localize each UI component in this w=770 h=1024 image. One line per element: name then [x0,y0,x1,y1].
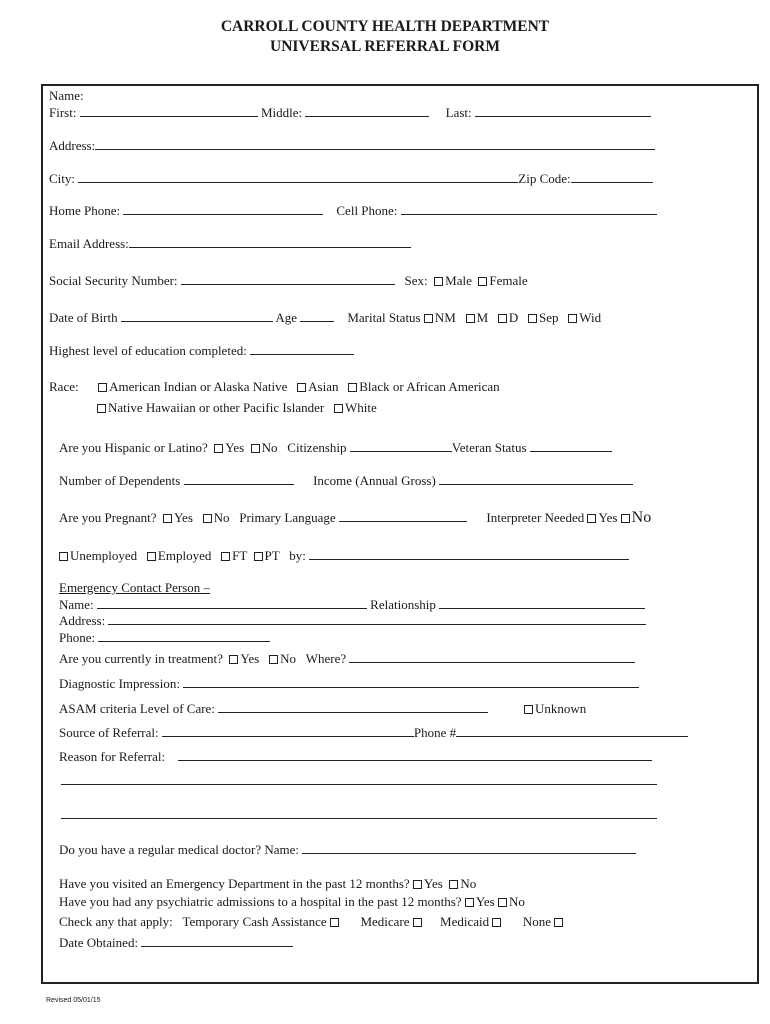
marital-wid-checkbox[interactable] [568,314,577,323]
email-field[interactable] [129,235,411,248]
marital-sep-checkbox[interactable] [528,314,537,323]
citizenship-field[interactable] [350,439,452,452]
citizenship-label: Citizenship [287,440,347,455]
income-field[interactable] [439,472,633,485]
marital-d-checkbox[interactable] [498,314,507,323]
emergency-heading: Emergency Contact Person – [59,580,211,595]
home-phone-field[interactable] [123,202,323,215]
check-label: Check any that apply: [59,914,173,929]
none-label: None [522,914,552,929]
emergency-phone-label: Phone: [59,630,96,645]
sex-male-label: Male [445,273,472,288]
emergency-phone-field[interactable] [98,629,270,642]
marital-m-label: M [476,310,489,325]
emergency-address-label: Address: [59,613,106,628]
hispanic-no-label: No [261,440,278,455]
date-obtained-row [59,934,293,951]
treatment-no-checkbox[interactable] [269,655,278,664]
employer-field[interactable] [309,547,629,560]
interpreter-no-label: No [631,509,652,526]
diagnostic-field[interactable] [183,675,639,688]
sex-label: Sex: [404,273,428,288]
psych-yes-checkbox[interactable] [465,898,474,907]
city-label: City: [49,171,76,186]
unemployed-checkbox[interactable] [59,552,68,561]
diagnostic-label: Diagnostic Impression: [59,676,180,691]
pt-checkbox[interactable] [254,552,263,561]
emergency-name-field[interactable] [97,596,367,609]
source-label: Source of Referral: [59,725,159,740]
marital-wid-label: Wid [579,310,602,325]
cell-phone-label: Cell Phone: [336,203,398,218]
emergency-name-row [59,596,645,613]
education-row [49,342,354,359]
treatment-row [59,650,635,667]
race-asian-checkbox[interactable] [297,383,306,392]
medicare-checkbox[interactable] [413,918,422,927]
employed-label: Employed [157,548,212,563]
medicaid-label: Medicaid [440,914,490,929]
address-field[interactable] [95,137,655,150]
asam-label: ASAM criteria Level of Care: [59,701,215,716]
asam-row [59,700,586,717]
zip-field[interactable] [571,170,653,183]
email-row [49,235,411,252]
reason-label: Reason for Referral: [59,749,166,764]
where-field[interactable] [349,650,635,663]
doctor-label: Do you have a regular medical doctor? Name: [59,842,300,857]
treatment-no-label: No [280,651,296,666]
employment-row [59,547,629,564]
source-phone-label: Phone # [413,725,457,740]
where-label: Where? [305,651,347,666]
asam-unknown-checkbox[interactable] [524,705,533,714]
er-no-checkbox[interactable] [449,880,458,889]
pregnant-yes-label: Yes [173,510,193,525]
race-hawaiian-checkbox[interactable] [97,404,106,413]
pregnant-label: Are you Pregnant? [59,510,157,525]
revised-date: Revised 05/01/15 [46,997,101,1004]
asam-field[interactable] [218,700,488,713]
race-hawaiian-label: Native Hawaiian or other Pacific Islander [108,400,325,415]
education-label: Highest level of education completed: [49,343,247,358]
er-row [59,876,476,892]
tca-label: Temporary Cash Assistance [182,914,327,929]
psych-row [59,894,525,910]
interpreter-yes-checkbox[interactable] [587,514,596,523]
medicaid-checkbox[interactable] [492,918,501,927]
pt-label: PT [264,548,280,563]
reason-field-1[interactable] [178,748,652,761]
dob-label: Date of Birth [49,310,118,325]
race-white-label: White [344,400,377,415]
income-label: Income (Annual Gross) [313,473,436,488]
ssn-row [49,272,528,289]
er-label: Have you visited an Emergency Department in the past 12 months? [59,876,410,891]
dob-row [49,309,601,326]
interpreter-label: Interpreter Needed [486,510,585,525]
marital-d-label: D [508,310,519,325]
veteran-field[interactable] [530,439,612,452]
address-label: Address: [49,138,96,153]
pregnant-row [59,509,651,526]
date-obtained-field[interactable] [141,934,293,947]
pregnant-no-label: No [213,510,230,525]
race-row-2 [97,400,377,416]
name-label: Name: [49,88,84,103]
zip-label: Zip Code: [518,171,571,186]
language-label: Primary Language [239,510,336,525]
source-field[interactable] [162,724,414,737]
doctor-name-field[interactable] [302,841,636,854]
hispanic-label: Are you Hispanic or Latino? [59,440,208,455]
by-label: by: [289,548,306,563]
race-white-checkbox[interactable] [334,404,343,413]
reason-field-3[interactable] [61,806,657,819]
cell-phone-field[interactable] [401,202,657,215]
source-phone-field[interactable] [456,724,688,737]
race-label: Race: [49,379,79,394]
age-label: Age [275,310,298,325]
dependents-field[interactable] [184,472,294,485]
emergency-address-field[interactable] [108,612,646,625]
date-obtained-label: Date Obtained: [59,935,139,950]
er-yes-label: Yes [423,876,443,891]
treatment-label: Are you currently in treatment? [59,651,223,666]
race-american-indian-checkbox[interactable] [98,383,107,392]
first-label: First: [49,105,77,120]
relationship-field[interactable] [439,596,645,609]
marital-sep-label: Sep [539,310,559,325]
race-black-label: Black or African American [359,379,500,394]
city-row [49,170,653,187]
ft-checkbox[interactable] [221,552,230,561]
emergency-phone-row [59,629,270,646]
last-name-field[interactable] [475,104,651,117]
emergency-address-row [59,612,646,629]
tca-checkbox[interactable] [330,918,339,927]
ssn-field[interactable] [181,272,395,285]
sex-male-checkbox[interactable] [434,277,443,286]
treatment-yes-checkbox[interactable] [229,655,238,664]
er-no-label: No [460,876,477,891]
interpreter-yes-label: Yes [598,510,618,525]
address-row [49,137,655,154]
city-field[interactable] [78,170,518,183]
marital-m-checkbox[interactable] [466,314,475,323]
form-title-line2: UNIVERSAL REFERRAL FORM [270,38,500,55]
age-field[interactable] [300,309,334,322]
hispanic-row [59,439,612,456]
marital-nm-checkbox[interactable] [424,314,433,323]
interpreter-no-checkbox[interactable] [621,514,630,523]
form-title-line1: CARROLL COUNTY HEALTH DEPARTMENT [220,18,550,35]
race-row-1 [49,379,500,395]
medicare-label: Medicare [360,914,410,929]
marital-nm-label: NM [434,310,456,325]
doctor-row [59,841,636,858]
relationship-label: Relationship [370,597,436,612]
race-american-indian-label: American Indian or Alaska Native [109,379,288,394]
psych-no-label: No [509,894,525,909]
emergency-name-label: Name: [59,597,94,612]
asam-unknown-label: Unknown [534,701,587,716]
none-checkbox[interactable] [554,918,563,927]
ssn-label: Social Security Number: [49,273,178,288]
employed-checkbox[interactable] [147,552,156,561]
hispanic-yes-checkbox[interactable] [214,444,223,453]
dob-field[interactable] [121,309,273,322]
psych-no-checkbox[interactable] [498,898,507,907]
psych-yes-label: Yes [475,894,495,909]
phone-row [49,202,657,219]
name-row [49,104,651,121]
er-yes-checkbox[interactable] [413,880,422,889]
psych-label: Have you had any psychiatric admissions to a hospital in the past 12 months? [59,894,462,909]
sex-female-label: Female [489,273,528,288]
marital-label: Marital Status [347,310,421,325]
diagnostic-row [59,675,639,692]
pregnant-yes-checkbox[interactable] [163,514,172,523]
race-asian-label: Asian [308,379,339,394]
language-field[interactable] [339,509,467,522]
middle-name-field[interactable] [305,104,429,117]
hispanic-no-checkbox[interactable] [251,444,260,453]
reason-field-2[interactable] [61,772,657,785]
home-phone-label: Home Phone: [49,203,121,218]
middle-label: Middle: [260,105,303,120]
source-row [59,724,688,741]
ft-label: FT [232,548,248,563]
first-name-field[interactable] [80,104,258,117]
dependents-label: Number of Dependents [59,473,181,488]
treatment-yes-label: Yes [240,651,260,666]
veteran-label: Veteran Status [451,440,527,455]
sex-female-checkbox[interactable] [478,277,487,286]
hispanic-yes-label: Yes [225,440,245,455]
race-black-checkbox[interactable] [348,383,357,392]
reason-row [59,748,652,765]
check-row [59,914,565,930]
education-field[interactable] [250,342,354,355]
dependents-row [59,472,633,489]
pregnant-no-checkbox[interactable] [203,514,212,523]
unemployed-label: Unemployed [70,548,138,563]
last-label: Last: [445,105,472,120]
email-label: Email Address: [49,236,129,251]
